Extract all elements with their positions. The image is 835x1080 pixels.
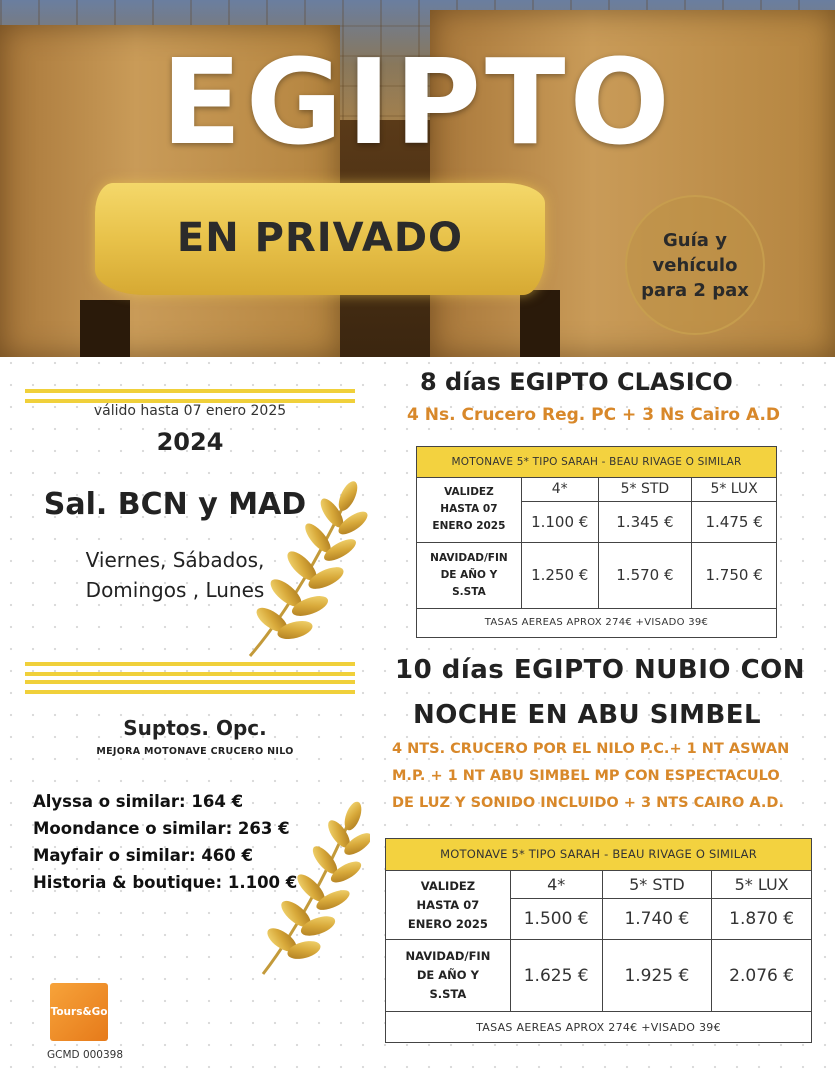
guide-badge xyxy=(625,195,765,335)
logo-text: Tours&Go xyxy=(50,1006,108,1018)
row-label: NAVIDAD/FIN DE AÑO Y S.STA xyxy=(417,542,522,608)
row-label: VALIDEZ HASTA 07 ENERO 2025 xyxy=(386,870,511,940)
category-header: 4* xyxy=(521,477,598,501)
departure-days-line: Viernes, Sábados, xyxy=(85,548,265,572)
trip1-subtitle: 4 Ns. Crucero Reg. PC + 3 Ns Cairo A.D xyxy=(407,405,781,425)
price-cell: 1.570 € xyxy=(598,542,692,608)
supplements-subtitle: MEJORA MOTONAVE CRUCERO NILO xyxy=(96,746,294,757)
price-cell: 1.100 € xyxy=(521,501,598,542)
guide-badge-line: para 2 pax xyxy=(641,279,749,301)
company-logo xyxy=(50,983,108,1041)
laurel-branch-icon xyxy=(240,478,370,663)
trip2-title-line: NOCHE EN ABU SIMBEL xyxy=(413,700,762,730)
guide-badge-line: Guía y xyxy=(663,229,727,251)
trip2-price-table xyxy=(385,838,812,1043)
table-row xyxy=(417,542,777,608)
trip2-description-line: M.P. + 1 NT ABU SIMBEL MP CON ESPECTACULO xyxy=(392,768,780,784)
departure-cities: Sal. BCN y MAD xyxy=(43,487,307,522)
trip1-title: 8 días EGIPTO CLASICO xyxy=(420,368,733,396)
table-footer: TASAS AEREAS APROX 274€ +VISADO 39€ xyxy=(386,1012,812,1043)
price-cell: 1.925 € xyxy=(602,940,712,1012)
category-header: 5* STD xyxy=(602,870,712,898)
category-header: 5* STD xyxy=(598,477,692,501)
temple-doorway xyxy=(80,300,130,357)
trip1-price-table xyxy=(416,446,777,638)
table-row xyxy=(417,477,777,501)
price-cell: 1.250 € xyxy=(521,542,598,608)
hero-subtitle: EN PRIVADO xyxy=(176,215,464,261)
list-item: Moondance o similar: 263 € xyxy=(33,819,290,838)
hero-title: EGIPTO xyxy=(161,33,674,171)
trip2-title-line: 10 días EGIPTO NUBIO CON xyxy=(395,655,806,685)
price-cell: 1.625 € xyxy=(510,940,602,1012)
departure-days-line: Domingos , Lunes xyxy=(85,578,265,602)
license-number: GCMD 000398 xyxy=(47,1049,124,1061)
trip2-description-line: DE LUZ Y SONIDO INCLUIDO + 3 NTS CAIRO A.D. xyxy=(392,795,784,811)
row-label: VALIDEZ HASTA 07 ENERO 2025 xyxy=(417,477,522,542)
trip2-description-line: 4 NTS. CRUCERO POR EL NILO P.C.+ 1 NT ASWAN xyxy=(392,741,790,757)
supplements-title: Suptos. Opc. xyxy=(123,716,267,740)
list-item: Historia & boutique: 1.100 € xyxy=(33,873,298,892)
temple-doorway xyxy=(520,290,560,357)
laurel-branch-icon xyxy=(255,798,370,978)
price-cell: 1.345 € xyxy=(598,501,692,542)
table-footer: TASAS AEREAS APROX 274€ +VISADO 39€ xyxy=(417,608,777,637)
gold-divider xyxy=(25,680,355,694)
table-header-band: MOTONAVE 5* TIPO SARAH - BEAU RIVAGE O SIMILAR xyxy=(386,839,812,871)
table-row xyxy=(386,870,812,898)
price-cell: 1.750 € xyxy=(692,542,777,608)
category-header: 5* LUX xyxy=(692,477,777,501)
gold-divider xyxy=(25,389,355,403)
price-cell: 1.740 € xyxy=(602,898,712,940)
guide-badge-line: vehículo xyxy=(652,254,738,276)
table-row xyxy=(386,940,812,1012)
table-header-band: MOTONAVE 5* TIPO SARAH - BEAU RIVAGE O SIMILAR xyxy=(417,447,777,478)
price-cell: 2.076 € xyxy=(712,940,812,1012)
price-cell: 1.500 € xyxy=(510,898,602,940)
list-item: Mayfair o similar: 460 € xyxy=(33,846,253,865)
gold-divider xyxy=(25,662,355,676)
category-header: 4* xyxy=(510,870,602,898)
category-header: 5* LUX xyxy=(712,870,812,898)
list-item: Alyssa o similar: 164 € xyxy=(33,792,244,811)
price-cell: 1.475 € xyxy=(692,501,777,542)
row-label: NAVIDAD/FIN DE AÑO Y S.STA xyxy=(386,940,511,1012)
price-cell: 1.870 € xyxy=(712,898,812,940)
validity-text: válido hasta 07 enero 2025 xyxy=(93,403,287,419)
hero-banner xyxy=(0,0,835,357)
year-text: 2024 xyxy=(156,428,224,456)
